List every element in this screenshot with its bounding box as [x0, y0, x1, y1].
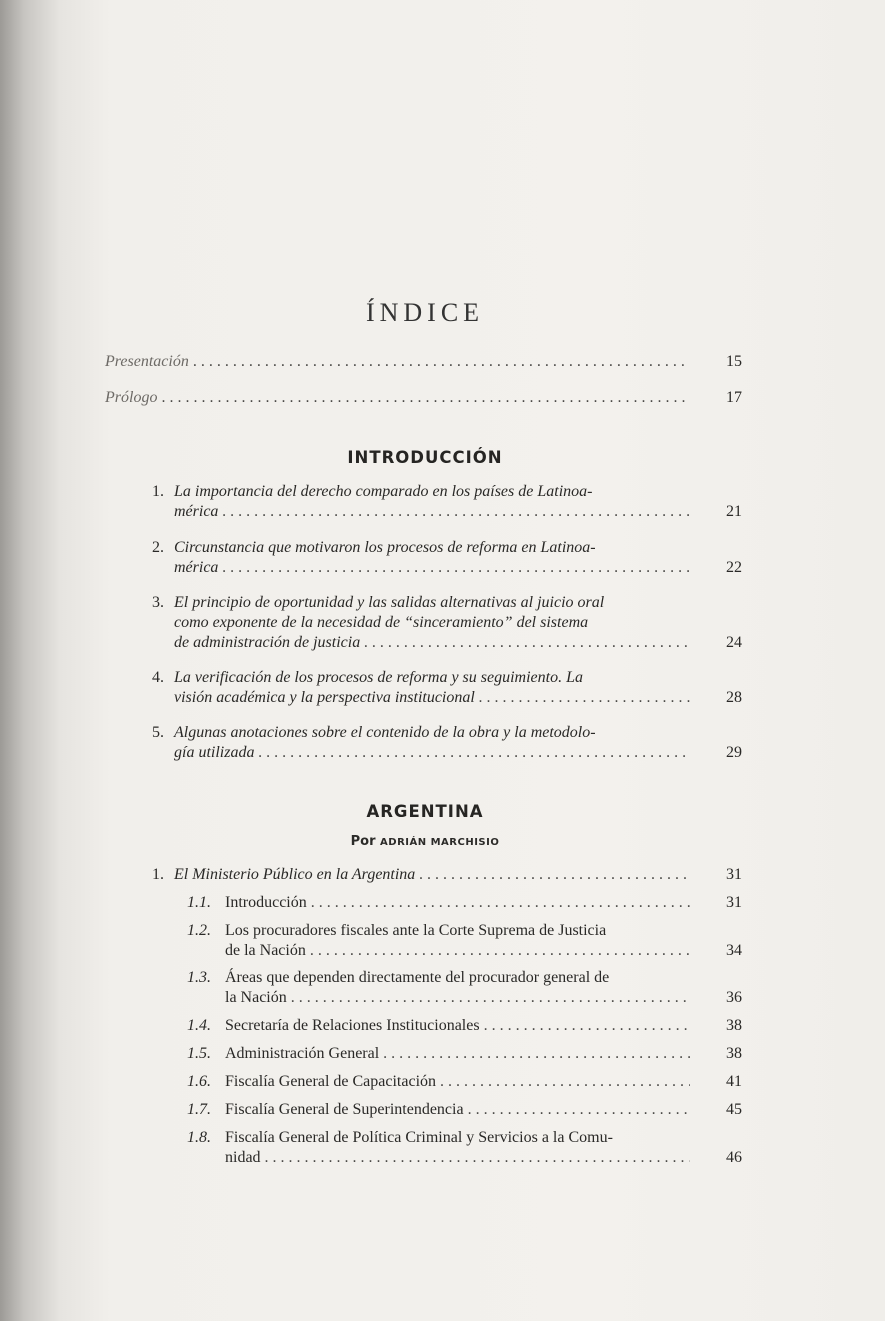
leader-dots — [161, 388, 686, 408]
toc-entry-line: Áreas que dependen directamente del procurador general de — [225, 969, 610, 986]
toc-entry-intro-2 — [152, 538, 742, 578]
toc-subentry-1-7 — [187, 1100, 742, 1120]
leader-dots — [468, 1100, 690, 1120]
leader-dots — [222, 558, 690, 578]
toc-page-number: 45 — [726, 1101, 742, 1118]
author-prefix: Por — [350, 834, 376, 849]
toc-page-number: 24 — [726, 634, 742, 651]
toc-page-number: 29 — [726, 744, 742, 761]
section-heading-introduccion: INTRODUCCIÓN — [347, 448, 503, 467]
toc-entry-label: Prólogo — [105, 389, 158, 406]
toc-page-number: 15 — [726, 353, 742, 370]
toc-subentry-1-6 — [187, 1072, 742, 1092]
leader-dots — [222, 502, 690, 522]
toc-entry-line: La importancia del derecho comparado en los países de Latinoa- — [174, 483, 593, 500]
toc-entry-intro-3 — [152, 593, 742, 653]
toc-page-number: 31 — [726, 894, 742, 911]
toc-entry-number: 1.6. — [187, 1073, 211, 1090]
toc-entry-number: 5. — [152, 724, 164, 741]
toc-subentry-1-5 — [187, 1044, 742, 1064]
toc-page-number: 46 — [726, 1149, 742, 1166]
toc-entry-line: mérica — [174, 503, 219, 520]
toc-page-number: 41 — [726, 1073, 742, 1090]
leader-dots — [383, 1044, 690, 1064]
section-heading-argentina: ARGENTINA — [366, 802, 484, 821]
leader-dots — [419, 865, 690, 885]
toc-entry-intro-4 — [152, 668, 742, 708]
toc-entry-line: mérica — [174, 559, 219, 576]
toc-subentry-1-3 — [187, 968, 742, 1008]
toc-entry-line: visión académica y la perspectiva institucional — [174, 689, 475, 706]
toc-entry-line: Fiscalía General de Política Criminal y Servicios a la Comu- — [225, 1129, 613, 1146]
toc-entry-number: 3. — [152, 594, 164, 611]
toc-subentry-1-2 — [187, 921, 742, 961]
page-title: ÍNDICE — [365, 298, 485, 327]
toc-entry-line: Secretaría de Relaciones Institucionales — [225, 1017, 480, 1034]
toc-page-number: 34 — [726, 942, 742, 959]
toc-entry-label: Presentación — [105, 353, 189, 370]
toc-page-number: 38 — [726, 1017, 742, 1034]
leader-dots — [311, 893, 690, 913]
toc-subentry-1-8 — [187, 1128, 742, 1168]
leader-dots — [193, 352, 686, 372]
toc-entry-line: Circunstancia que motivaron los procesos de reforma en Latinoa- — [174, 539, 596, 556]
toc-entry-line: de administración de justicia — [174, 634, 361, 651]
toc-page-number: 28 — [726, 689, 742, 706]
toc-entry-line: Algunas anotaciones sobre el contenido de la obra y la metodolo- — [174, 724, 596, 741]
toc-entry-label: El Ministerio Público en la Argentina — [174, 866, 416, 883]
toc-entry-line: El principio de oportunidad y las salidas alternativas al juicio oral — [174, 594, 605, 611]
toc-entry-number: 1. — [152, 483, 164, 500]
toc-subentry-1-4 — [187, 1016, 742, 1036]
toc-entry-line: como exponente de la necesidad de “sinceramiento” del sistema — [174, 614, 589, 631]
toc-entry-line: Los procuradores fiscales ante la Corte Suprema de Justicia — [225, 922, 607, 939]
toc-entry-line: Introducción — [225, 894, 307, 911]
toc-page-number: 38 — [726, 1045, 742, 1062]
leader-dots — [265, 1148, 690, 1168]
toc-entry-number: 1.2. — [187, 922, 211, 939]
toc-entry-intro-1 — [152, 482, 742, 522]
toc-entry-number: 1.1. — [187, 894, 211, 911]
leader-dots — [364, 633, 690, 653]
leader-dots — [440, 1072, 690, 1092]
toc-page-number: 22 — [726, 559, 742, 576]
toc-page-number: 36 — [726, 989, 742, 1006]
leader-dots — [484, 1016, 690, 1036]
toc-entry-number: 1.4. — [187, 1017, 211, 1034]
toc-entry-line: Fiscalía General de Capacitación — [225, 1073, 437, 1090]
toc-entry-number: 1.8. — [187, 1129, 211, 1146]
toc-entry-line: de la Nación — [225, 942, 306, 959]
leader-dots — [310, 941, 690, 961]
toc-entry-intro-5 — [152, 723, 742, 763]
toc-entry-number: 4. — [152, 669, 164, 686]
toc-entry-line: nidad — [225, 1149, 261, 1166]
toc-page-number: 21 — [726, 503, 742, 520]
toc-page-number: 31 — [726, 866, 742, 883]
toc-page-number: 17 — [726, 389, 742, 406]
toc-entry-number: 1. — [152, 866, 164, 883]
toc-entry-number: 1.3. — [187, 969, 211, 986]
leader-dots — [258, 743, 690, 763]
toc-entry-chapter-1 — [152, 865, 742, 885]
toc-entry-presentacion — [105, 352, 745, 372]
leader-dots — [291, 988, 690, 1008]
toc-entry-line: La verificación de los procesos de reforma y su seguimiento. La — [174, 669, 583, 686]
toc-entry-prologo — [105, 388, 745, 408]
section-author — [0, 834, 850, 849]
toc-entry-line: la Nación — [225, 989, 287, 1006]
author-name: ADRIÁN MARCHISIO — [380, 837, 500, 848]
toc-entry-number: 2. — [152, 539, 164, 556]
toc-entry-line: Fiscalía General de Superintendencia — [225, 1101, 464, 1118]
toc-entry-number: 1.5. — [187, 1045, 211, 1062]
leader-dots — [479, 688, 690, 708]
toc-subentry-1-1 — [187, 893, 742, 913]
toc-entry-number: 1.7. — [187, 1101, 211, 1118]
toc-entry-line: gía utilizada — [174, 744, 255, 761]
toc-entry-line: Administración General — [225, 1045, 380, 1062]
